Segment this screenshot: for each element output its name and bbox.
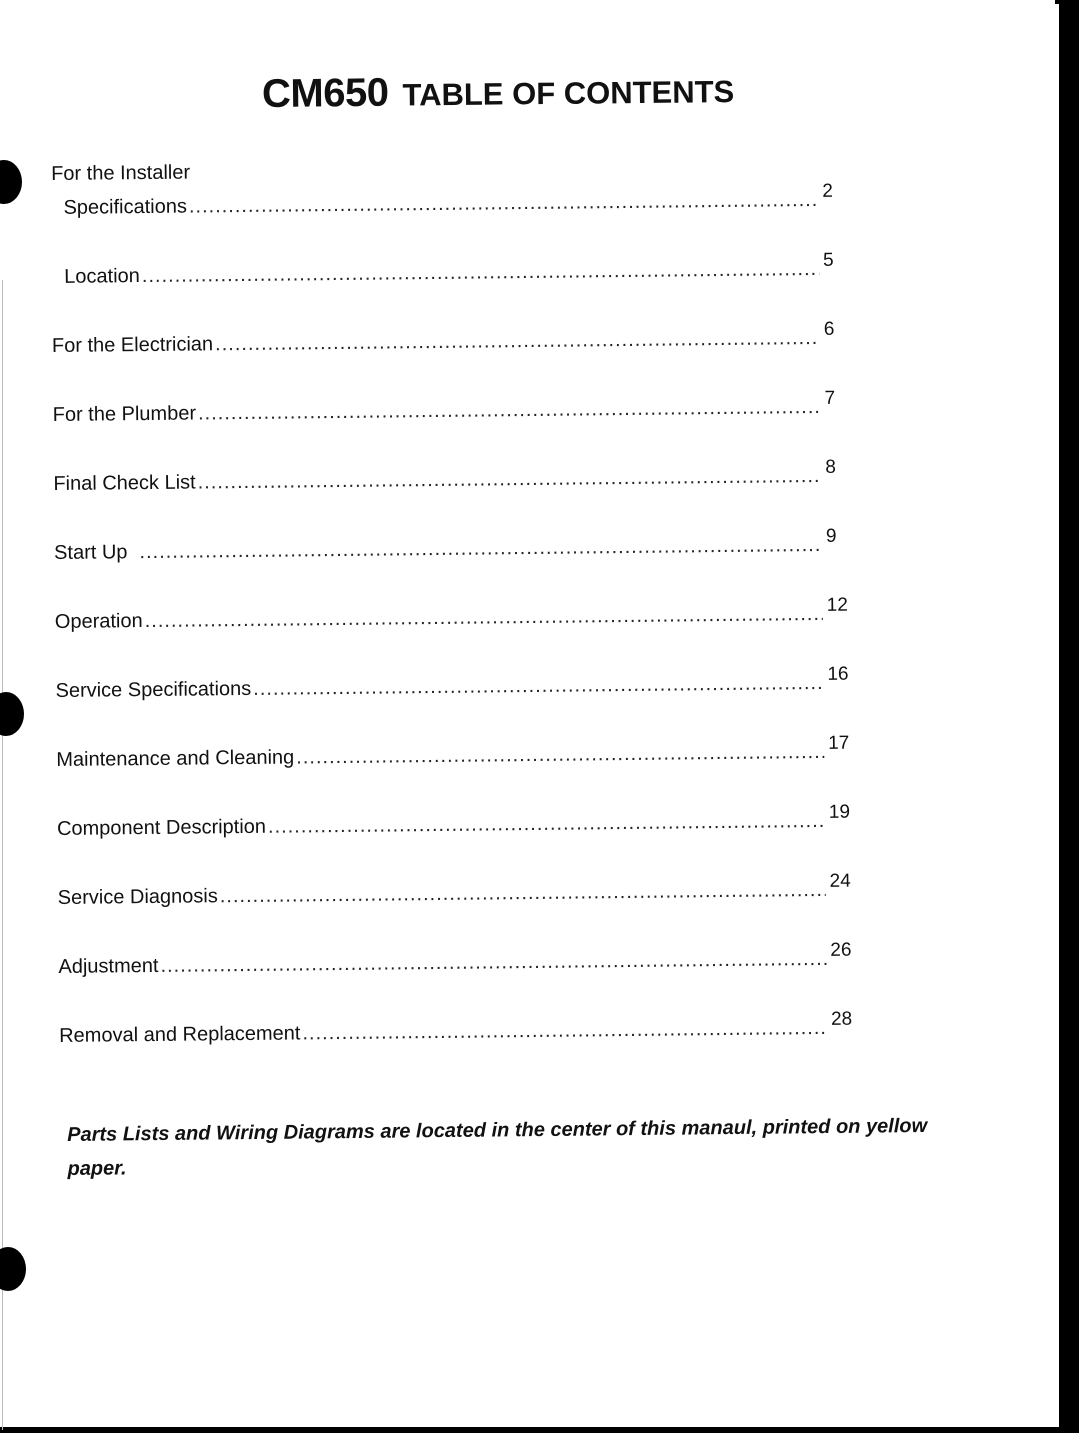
punch-hole-middle xyxy=(0,692,24,736)
scan-edge-bottom xyxy=(0,1427,1079,1433)
toc-entry-service-specifications[interactable] xyxy=(55,663,849,705)
table-of-contents xyxy=(50,151,879,1050)
toc-entry-label: Adjustment xyxy=(58,954,159,978)
toc-entry-removal-replacement[interactable] xyxy=(59,1008,853,1050)
toc-entry-page: 28 xyxy=(830,1008,853,1030)
toc-entry-label: Removal and Replacement xyxy=(59,1022,301,1047)
toc-entry-label: Operation xyxy=(54,610,143,633)
toc-entry-label: Start Up xyxy=(54,541,128,564)
toc-entry-maintenance-cleaning[interactable] xyxy=(56,732,850,774)
page-title xyxy=(262,66,822,117)
toc-entry-label: Component Description xyxy=(56,815,267,840)
toc-entry-specifications[interactable] xyxy=(63,180,834,222)
leader-dots xyxy=(302,1014,827,1047)
toc-entry-label: Maintenance and Cleaning xyxy=(56,746,295,771)
leader-dots xyxy=(189,186,819,221)
leader-dots xyxy=(198,462,822,497)
toc-entry-final-check-list[interactable] xyxy=(53,456,836,498)
toc-entry-page: 24 xyxy=(829,870,851,892)
toc-entry-service-diagnosis[interactable] xyxy=(57,870,851,912)
toc-entry-label: Final Check List xyxy=(53,471,196,495)
toc-entry-page: 2 xyxy=(822,180,834,202)
leader-dots xyxy=(215,324,820,358)
toc-entry-page: 16 xyxy=(827,663,849,685)
leader-dots xyxy=(268,807,825,841)
leader-dots xyxy=(296,738,824,772)
toc-entry-adjustment[interactable] xyxy=(58,939,852,981)
leader-dots xyxy=(142,255,820,290)
leader-dots xyxy=(253,669,824,703)
toc-entry-page: 6 xyxy=(823,318,835,340)
toc-entry-page: 8 xyxy=(825,456,836,478)
toc-entry-page: 17 xyxy=(828,732,850,754)
toc-entry-page: 5 xyxy=(822,249,834,271)
scan-edge-right xyxy=(1055,0,1079,1433)
toc-entry-label: Service Specifications xyxy=(55,677,252,702)
toc-entry-start-up[interactable] xyxy=(54,525,837,567)
toc-entry-plumber[interactable] xyxy=(52,387,836,429)
model-number: CM650 xyxy=(261,70,389,116)
toc-entry-page: 26 xyxy=(830,939,852,961)
leader-dots xyxy=(145,600,823,635)
toc-entry-label: For the Electrician xyxy=(51,333,214,357)
toc-entry-page: 12 xyxy=(826,594,848,616)
leader-dots xyxy=(198,393,821,428)
punch-hole-bottom xyxy=(0,1247,26,1291)
toc-entry-page: 9 xyxy=(825,525,837,547)
toc-entry-component-description[interactable] xyxy=(56,801,851,843)
toc-entry-label: Location xyxy=(64,265,140,288)
section-heading-installer: For the Installer xyxy=(51,161,191,185)
parts-lists-note: Parts Lists and Wiring Diagrams are located in the center of this manaul, printed on yellow paper. xyxy=(67,1114,928,1180)
toc-entry-operation[interactable] xyxy=(54,594,848,636)
toc-entry-label: For the Plumber xyxy=(52,402,197,426)
toc-entry-electrician[interactable] xyxy=(51,318,835,360)
toc-entry-label: Specifications xyxy=(63,195,188,219)
punch-hole-top xyxy=(0,160,22,204)
toc-entry-location[interactable] xyxy=(64,249,834,291)
title-text: TABLE OF CONTENTS xyxy=(402,74,735,113)
toc-entry-page: 7 xyxy=(824,387,836,409)
leader-dots xyxy=(139,531,822,566)
leader-dots xyxy=(160,945,826,980)
toc-entry-label: Service Diagnosis xyxy=(57,885,218,909)
toc-entry-page: 19 xyxy=(828,801,851,823)
leader-dots xyxy=(220,876,826,910)
